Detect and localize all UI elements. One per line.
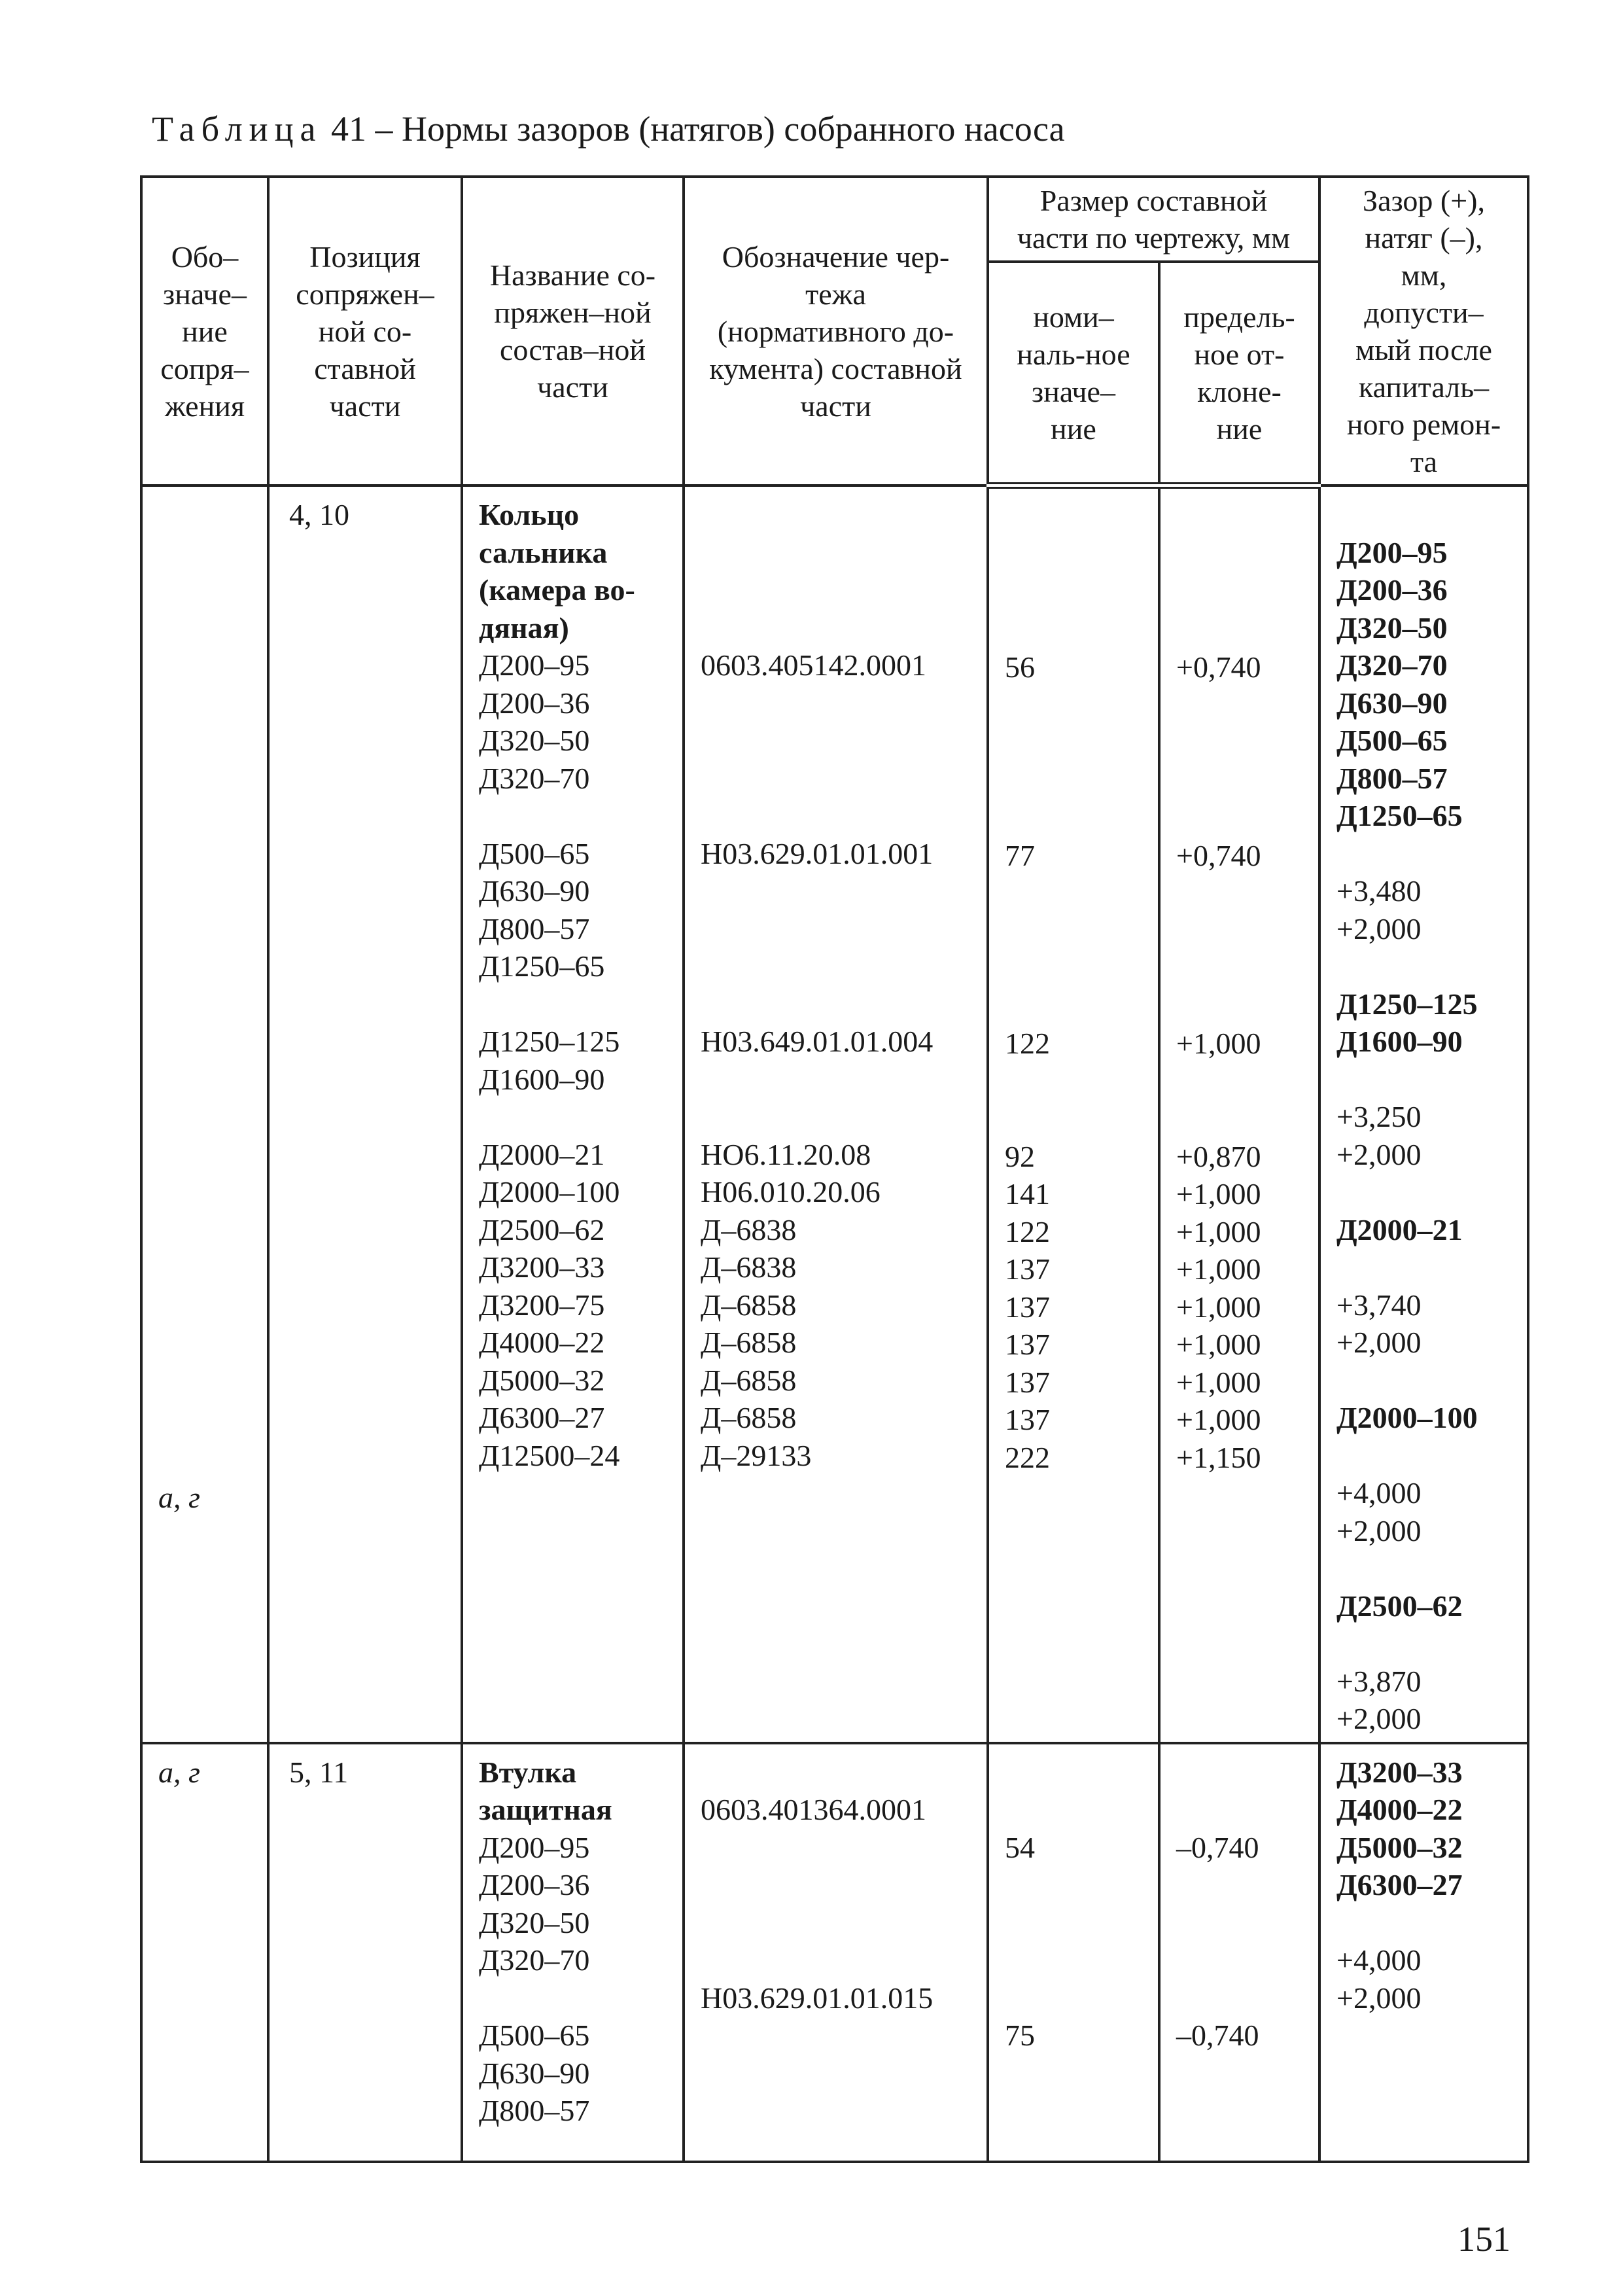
cell-text-line: +0,740 xyxy=(1176,650,1261,684)
cell-text-line: 137 xyxy=(1005,1403,1050,1436)
cell-text-line: 137 xyxy=(1005,1365,1050,1399)
drawing-number-cell xyxy=(684,1743,988,2162)
cell-text-line xyxy=(701,1754,986,1792)
cell-text-line: 222 xyxy=(1005,1440,1050,1474)
header-text-line: части xyxy=(329,389,401,423)
cell-text-line: Д200–95 xyxy=(479,648,590,682)
cell-text-line: Н03.629.01.01.001 xyxy=(701,836,934,870)
header-text-line: (нормативного до- xyxy=(717,314,954,348)
header-text-line: ние xyxy=(1051,412,1096,446)
cell-text-line xyxy=(1176,536,1318,574)
cell-text-line: Д200–36 xyxy=(1336,573,1448,607)
cell-text-line xyxy=(1005,2055,1158,2093)
cell-text-line: Д320–70 xyxy=(1336,648,1448,682)
header-text-line: мм, xyxy=(1401,258,1447,292)
cell-text-line: +3,740 xyxy=(1336,1288,1422,1322)
cell-text-line: Д320–50 xyxy=(479,724,590,757)
header-text-line: сопря– xyxy=(160,351,249,385)
designation-cell xyxy=(141,1743,268,2162)
table-caption xyxy=(152,111,1065,147)
cell-text-line: 0603.405142.0001 xyxy=(701,648,926,682)
cell-text-line xyxy=(701,722,986,760)
header-text-line: допусти– xyxy=(1364,296,1484,329)
cell-text-line xyxy=(1336,496,1527,534)
cell-text-line xyxy=(1176,1941,1318,1979)
cell-text-line xyxy=(1005,573,1158,611)
cell-text-line: +3,250 xyxy=(1336,1100,1422,1133)
nominal-cell xyxy=(988,486,1159,1743)
cell-text-line: –0,740 xyxy=(1176,1830,1259,1864)
cell-text-line xyxy=(701,496,986,534)
header-part-name xyxy=(462,177,684,486)
cell-text-line xyxy=(479,1098,682,1136)
cell-text-line: +4,000 xyxy=(1336,1943,1422,1977)
cell-text-line: Д200–36 xyxy=(479,686,590,720)
cell-text-line: Д–6858 xyxy=(701,1288,797,1322)
cell-text-line: Д200–36 xyxy=(479,1868,590,1901)
cell-text-line xyxy=(1005,686,1158,724)
cell-text-line xyxy=(1176,874,1318,912)
header-text-line: Обо– xyxy=(171,239,239,274)
cell-text-line xyxy=(1176,611,1318,649)
cell-text-line xyxy=(701,2092,986,2130)
cell-text-line xyxy=(1005,1904,1158,1942)
designation-cell xyxy=(141,486,268,1743)
cell-text-line xyxy=(701,985,986,1023)
header-text-line: значе– xyxy=(163,277,247,311)
header-clearance xyxy=(1319,177,1528,486)
cell-text-line: 0603.401364.0001 xyxy=(701,1793,926,1826)
cell-text-line: 92 xyxy=(1005,1139,1035,1173)
cell-text-line: –0,740 xyxy=(1176,2019,1259,2052)
cell-text-line: Д2000–100 xyxy=(1336,1401,1478,1434)
cell-text-line: +2,000 xyxy=(1336,1137,1422,1171)
cell-text-line: Д1250–65 xyxy=(479,949,605,983)
header-text-line: предель- xyxy=(1183,300,1295,334)
cell-text-line: Д500–65 xyxy=(1336,724,1448,757)
cell-text-line xyxy=(1176,762,1318,800)
cell-text-line: +1,150 xyxy=(1176,1440,1261,1474)
cell-text-line xyxy=(479,985,682,1023)
cell-text-line: 137 xyxy=(1005,1328,1050,1361)
cell-text-line xyxy=(1176,686,1318,724)
position-text: 5, 11 xyxy=(289,1755,349,1789)
cell-text-line: 77 xyxy=(1005,838,1035,872)
cell-text-line: Д800–57 xyxy=(1336,761,1448,795)
header-text-line: ной со- xyxy=(318,314,412,348)
cell-text-line: +1,000 xyxy=(1176,1328,1261,1361)
header-position xyxy=(268,177,462,486)
cell-text-line xyxy=(1176,987,1318,1025)
cell-text-line xyxy=(1176,1100,1318,1138)
caption-text: 41 – Нормы зазоров (натягов) собранного насоса xyxy=(330,109,1065,149)
caption-label: Таблица xyxy=(152,109,323,149)
cell-text-line xyxy=(1005,724,1158,762)
cell-text-line: Д320–70 xyxy=(479,761,590,795)
cell-text-line: 54 xyxy=(1005,1830,1035,1864)
cell-text-line xyxy=(1336,1362,1527,1400)
header-text-line: части по чертежу, мм xyxy=(1017,221,1291,255)
cell-text-line: +3,870 xyxy=(1336,1664,1422,1698)
cell-text-line: Д800–57 xyxy=(479,911,590,945)
cell-text-line xyxy=(1336,1625,1527,1663)
cell-text-line xyxy=(1005,949,1158,987)
cell-text-line: (камера во- xyxy=(479,573,635,607)
deviation-cell xyxy=(1159,1743,1319,2162)
header-text-line: тежа xyxy=(805,277,866,311)
cell-text-line: Д–6838 xyxy=(701,1250,797,1284)
cell-text-line xyxy=(1005,1754,1158,1792)
cell-text-line: Д320–50 xyxy=(1336,610,1448,645)
header-text-line: капиталь– xyxy=(1358,370,1490,404)
cell-text-line: Д500–65 xyxy=(479,836,590,870)
cell-text-line xyxy=(1005,874,1158,912)
cell-text-line: Н06.010.20.06 xyxy=(701,1175,881,1209)
cell-text-line: +2,000 xyxy=(1336,911,1422,945)
cell-text-line: Д2500–62 xyxy=(1336,1589,1463,1623)
position-cell xyxy=(268,486,462,1743)
cell-text-line xyxy=(1336,1904,1527,1942)
cell-text-line xyxy=(701,2055,986,2093)
designation-text: а, г xyxy=(158,1755,200,1789)
position-text: 4, 10 xyxy=(289,498,349,531)
drawing-number-cell xyxy=(684,486,988,1743)
cell-text-line: Д5000–32 xyxy=(479,1363,605,1397)
cell-text-line: 137 xyxy=(1005,1290,1050,1324)
cell-text-line xyxy=(1176,1791,1318,1829)
header-text-line: жения xyxy=(165,389,245,423)
cell-text-line xyxy=(1176,2092,1318,2130)
cell-text-line xyxy=(1336,947,1527,985)
cell-text-line: Д200–95 xyxy=(1336,535,1448,569)
cell-text-line: Кольцо xyxy=(479,498,580,531)
header-deviation xyxy=(1159,262,1319,486)
header-text-line: ставной xyxy=(314,351,416,385)
cell-text-line: Д2000–21 xyxy=(479,1137,605,1171)
header-text-line: наль-ное xyxy=(1017,337,1130,371)
header-nominal xyxy=(988,262,1159,486)
cell-text-line: Д1250–125 xyxy=(1336,987,1478,1021)
cell-text-line: Н03.649.01.01.004 xyxy=(701,1025,934,1058)
cell-text-line xyxy=(1005,536,1158,574)
cell-text-line xyxy=(1176,724,1318,762)
header-text-line: кумента) составной xyxy=(709,351,962,385)
cell-text-line: Д6300–27 xyxy=(479,1401,605,1434)
cell-text-line xyxy=(701,1866,986,1904)
cell-text-line xyxy=(479,797,682,835)
cell-text-line xyxy=(1176,2055,1318,2093)
header-text-line: Зазор (+), xyxy=(1363,184,1485,217)
cell-text-line xyxy=(1176,1979,1318,2017)
cell-text-line xyxy=(1005,799,1158,837)
cell-text-line xyxy=(1176,1904,1318,1942)
header-text-line: клоне- xyxy=(1197,374,1282,408)
cell-text-line: +3,480 xyxy=(1336,874,1422,908)
position-cell xyxy=(268,1743,462,2162)
clearance-cell xyxy=(1319,1743,1528,2162)
page-number: 151 xyxy=(1457,2219,1510,2259)
cell-text-line xyxy=(1005,2092,1158,2130)
cell-text-line xyxy=(1336,1248,1527,1286)
cell-text-line xyxy=(1005,762,1158,800)
cell-text-line: +4,000 xyxy=(1336,1476,1422,1510)
cell-text-line: Д3200–33 xyxy=(1336,1755,1463,1789)
header-designation xyxy=(141,177,268,486)
cell-text-line xyxy=(701,1098,986,1136)
cell-text-line: +1,000 xyxy=(1176,1027,1261,1060)
cell-text-line: +0,870 xyxy=(1176,1139,1261,1173)
cell-text-line: +2,000 xyxy=(1336,1326,1422,1359)
cell-text-line xyxy=(1176,949,1318,987)
cell-text-line xyxy=(701,1829,986,1867)
cell-text-line xyxy=(1005,1100,1158,1138)
cell-text-line: Д4000–22 xyxy=(1336,1793,1463,1826)
cell-text-line: Д1600–90 xyxy=(1336,1025,1463,1058)
header-text-line: состав–ной xyxy=(499,333,646,366)
cell-text-line: 56 xyxy=(1005,650,1035,684)
cell-text-line xyxy=(1336,1437,1527,1475)
header-text-line: та xyxy=(1410,445,1438,478)
cell-text-line: Д630–90 xyxy=(479,874,590,908)
cell-text-line: Д–6858 xyxy=(701,1326,797,1359)
part-name-cell xyxy=(462,486,684,1743)
cell-text-line xyxy=(1336,1061,1527,1099)
cell-text-line xyxy=(1005,1941,1158,1979)
cell-text-line xyxy=(1005,1063,1158,1101)
cell-text-line: 122 xyxy=(1005,1214,1050,1248)
cell-text-line xyxy=(1176,1866,1318,1904)
header-text-line: ного ремон- xyxy=(1346,408,1501,441)
cell-text-line: Втулка xyxy=(479,1755,577,1789)
header-text-line: сопряжен– xyxy=(296,277,434,311)
header-text-line: натяг (–), xyxy=(1365,221,1483,255)
cell-text-line xyxy=(701,1061,986,1099)
cell-text-line xyxy=(701,947,986,985)
cell-text-line xyxy=(701,797,986,835)
cell-text-line xyxy=(701,1941,986,1979)
cell-text-line: Д320–70 xyxy=(479,1943,590,1977)
cell-text-line xyxy=(1176,1754,1318,1792)
cell-text-line xyxy=(1176,573,1318,611)
deviation-cell xyxy=(1159,486,1319,1743)
cell-text-line: +1,000 xyxy=(1176,1365,1261,1399)
clearance-cell xyxy=(1319,486,1528,1743)
cell-text-line xyxy=(1005,912,1158,950)
header-text-line: пряжен–ной xyxy=(494,296,652,329)
cell-text-line: 75 xyxy=(1005,2019,1035,2052)
header-text-line: Позиция xyxy=(309,239,421,274)
cell-text-line: 137 xyxy=(1005,1252,1050,1286)
header-text-line: ние xyxy=(1216,412,1263,446)
table-row xyxy=(141,1743,1528,2162)
cell-text-line: 141 xyxy=(1005,1177,1050,1210)
cell-text-line: Д1250–125 xyxy=(479,1025,620,1058)
cell-text-line xyxy=(479,1979,682,2017)
cell-text-line xyxy=(1336,1173,1527,1211)
cell-text-line: +1,000 xyxy=(1176,1177,1261,1210)
part-name-cell xyxy=(462,1743,684,2162)
cell-text-line xyxy=(701,760,986,798)
cell-text-line xyxy=(1176,498,1318,536)
cell-text-line: сальника xyxy=(479,535,608,569)
cell-text-line: Д–6858 xyxy=(701,1401,797,1434)
cell-text-line xyxy=(701,571,986,609)
cell-text-line: Д1600–90 xyxy=(479,1062,605,1096)
cell-text-line: Д500–65 xyxy=(479,2019,590,2052)
header-text-line: номи– xyxy=(1033,300,1114,334)
cell-text-line xyxy=(701,2017,986,2055)
cell-text-line: Д5000–32 xyxy=(1336,1830,1463,1864)
table-row xyxy=(141,486,1528,1743)
cell-text-line: +1,000 xyxy=(1176,1403,1261,1436)
cell-text-line xyxy=(1336,1549,1527,1587)
cell-text-line xyxy=(1005,987,1158,1025)
cell-text-line: 122 xyxy=(1005,1027,1050,1060)
cell-text-line: Д200–95 xyxy=(479,1830,590,1864)
cell-text-line xyxy=(1336,835,1527,873)
header-text-line: мый после xyxy=(1355,333,1492,366)
cell-text-line: Д320–50 xyxy=(479,1905,590,1939)
cell-text-line: Д630–90 xyxy=(1336,686,1448,720)
header-size-group xyxy=(988,177,1319,262)
header-text-line: ние xyxy=(182,314,228,348)
cell-text-line xyxy=(701,910,986,948)
cell-text-line: +0,740 xyxy=(1176,838,1261,872)
designation-text: а, г xyxy=(158,1481,200,1514)
cell-text-line: +1,000 xyxy=(1176,1252,1261,1286)
cell-text-line xyxy=(701,609,986,647)
cell-text-line xyxy=(1005,1866,1158,1904)
cell-text-line xyxy=(1176,1063,1318,1101)
cell-text-line: НО6.11.20.08 xyxy=(701,1137,871,1171)
cell-text-line: +2,000 xyxy=(1336,1702,1422,1735)
cell-text-line xyxy=(701,1904,986,1942)
cell-text-line: +2,000 xyxy=(1336,1981,1422,2015)
cell-text-line: дяная) xyxy=(479,610,569,645)
cell-text-line: Д800–57 xyxy=(479,2094,590,2127)
cell-text-line xyxy=(701,872,986,910)
cell-text-line: Д2000–100 xyxy=(479,1175,620,1209)
cell-text-line: защитная xyxy=(479,1793,612,1826)
cell-text-line xyxy=(701,684,986,722)
cell-text-line: Д–29133 xyxy=(701,1438,812,1472)
cell-text-line xyxy=(701,534,986,572)
header-text-line: Обозначение чер- xyxy=(722,239,950,274)
cell-text-line xyxy=(1005,611,1158,649)
cell-text-line: Д6300–27 xyxy=(1336,1868,1463,1901)
header-text-line: части xyxy=(537,370,608,404)
nominal-cell xyxy=(988,1743,1159,2162)
cell-text-line: Д2000–21 xyxy=(1336,1212,1463,1246)
cell-text-line xyxy=(1176,799,1318,837)
clearance-norms-table xyxy=(140,175,1529,2163)
cell-text-line: +1,000 xyxy=(1176,1214,1261,1248)
header-text-line: значе– xyxy=(1032,374,1115,408)
cell-text-line: Д2500–62 xyxy=(479,1212,605,1246)
cell-text-line xyxy=(1005,1791,1158,1829)
cell-text-line: +1,000 xyxy=(1176,1290,1261,1324)
cell-text-line: Д630–90 xyxy=(479,2056,590,2090)
cell-text-line: Д1250–65 xyxy=(1336,799,1463,832)
header-text-line: части xyxy=(800,389,871,423)
cell-text-line xyxy=(1005,1979,1158,2017)
header-drawing-number xyxy=(684,177,988,486)
header-text-line: Размер составной xyxy=(1039,184,1268,218)
cell-text-line: Д3200–33 xyxy=(479,1250,605,1284)
header-text-line: ное от- xyxy=(1194,337,1285,371)
cell-text-line: +2,000 xyxy=(1336,1513,1422,1547)
cell-text-line xyxy=(1176,912,1318,950)
cell-text-line: Н03.629.01.01.015 xyxy=(701,1981,934,2015)
cell-text-line: Д–6858 xyxy=(701,1363,797,1397)
cell-text-line xyxy=(1005,498,1158,536)
cell-text-line: Д12500–24 xyxy=(479,1438,620,1472)
cell-text-line: Д4000–22 xyxy=(479,1326,605,1359)
cell-text-line: Д3200–75 xyxy=(479,1288,605,1322)
header-text-line: Название со- xyxy=(489,258,656,292)
cell-text-line: Д–6838 xyxy=(701,1212,797,1246)
